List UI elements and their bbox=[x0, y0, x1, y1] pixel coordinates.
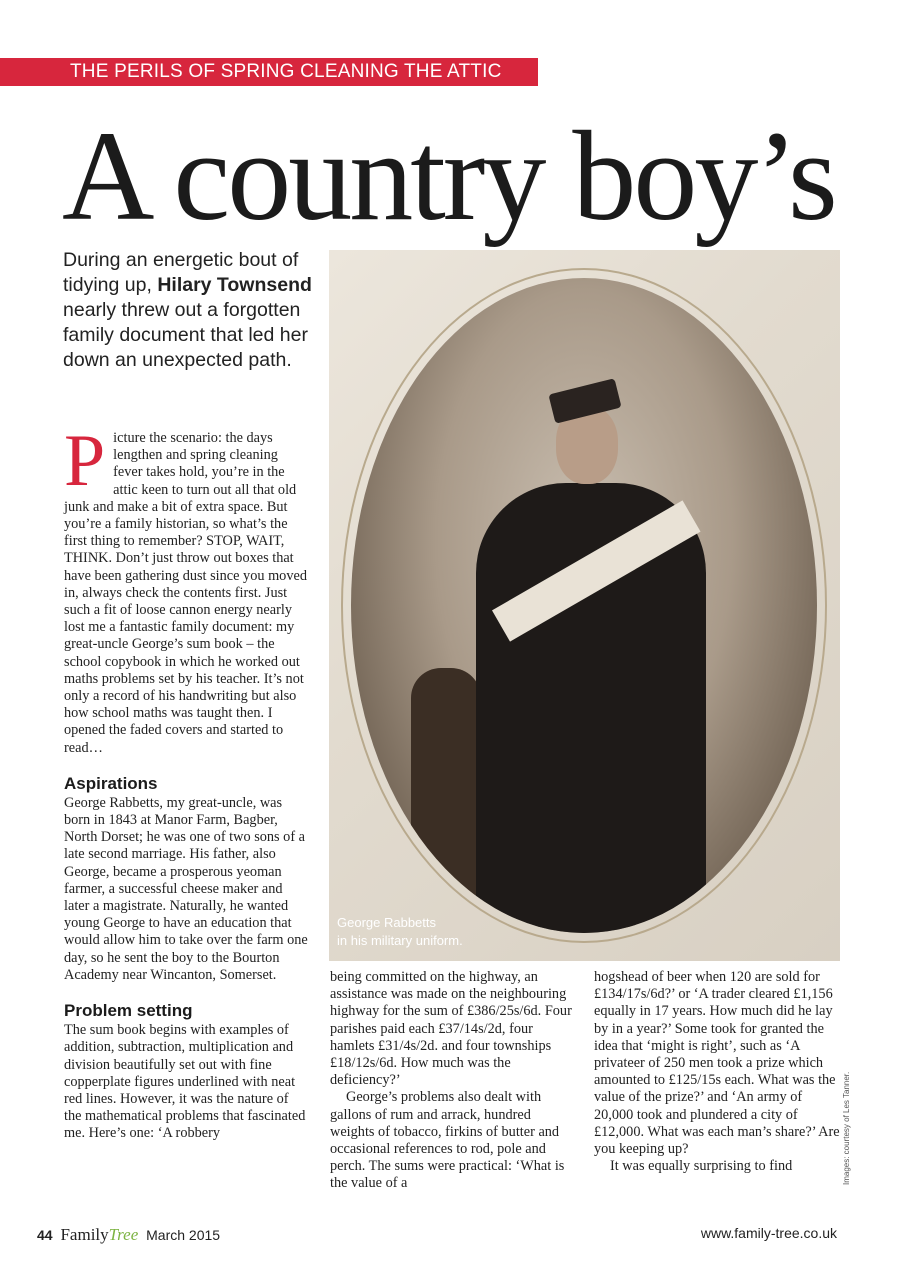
subhead-problem-setting: Problem setting bbox=[64, 1001, 193, 1021]
col2-paragraph-2: George’s problems also dealt with gallons of rum and arrack, hundred weights of tobacco, firkins of butter and occasional references to rod, pole and perch. The sums were practical: ‘What is the value of a bbox=[330, 1089, 565, 1192]
magazine-logo bbox=[60, 1225, 138, 1244]
page-title: A country boy’s bbox=[62, 105, 835, 247]
logo-tree: Tree bbox=[108, 1225, 139, 1244]
website-url: www.family-tree.co.uk bbox=[700, 1225, 837, 1241]
caption-line-1: George Rabbetts bbox=[337, 915, 437, 930]
aspirations-paragraph: George Rabbetts, my great-uncle, was born in 1843 at Manor Farm, Bagber, North Dorset; he was one of two sons of a late second marriage. His father, also George, became a prosperous yeoman farmer, a successful cheese maker and later a magistrate. Naturally, he wanted young George to have an education that would allow him to take over the farm one day, so he sent the boy to the Bourton Academy near Wincanton, Somerset. bbox=[64, 794, 308, 983]
col3-paragraph-2: It was equally surprising to find bbox=[610, 1158, 793, 1175]
logo-family: Family bbox=[60, 1225, 109, 1244]
page-number: 44 bbox=[37, 1227, 53, 1243]
col3-paragraph-1: hogshead of beer when 120 are sold for £134/17s/6d?’ or ‘A trader cleared £1,156 equally in 17 years. How much did he lay by in a year?’ Some took for granted the idea that ‘might is right’, such as ‘A privateer of 250 men took a prize which amounted to £125/15s each. What was the value of the prize?’ and ‘An army of 20,000 took and plundered a city of £12,000. What was each man’s share?’ Are you keeping up? bbox=[594, 969, 840, 1158]
chair-figure bbox=[411, 668, 481, 908]
page-footer bbox=[37, 1225, 837, 1245]
body-column-3 bbox=[594, 969, 844, 1175]
standfirst-after: nearly threw out a forgotten family document that led her down an unexpected path. bbox=[63, 299, 308, 371]
body-column-2 bbox=[330, 969, 575, 1193]
caption-line-2: in his military uniform. bbox=[337, 933, 463, 948]
col2-paragraph-1: being committed on the highway, an assistance was made on the neighbouring highway for the sum of £386/25s/6d. Four parishes paid each £37/14s/2d, four hamlets £31/4s/2d. and four townships £18/12s/6d. How much was the deficiency?’ bbox=[330, 969, 572, 1089]
problem-paragraph: The sum book begins with examples of addition, subtraction, multiplication and division beautifully set out with fine copperplate figures underlined with neat red lines. However, it was the nature of the mathematical problems that fascinated me. Here’s one: ‘A robbery bbox=[64, 1022, 306, 1142]
body-column-1 bbox=[64, 420, 309, 1143]
drop-cap: P bbox=[64, 420, 106, 502]
standfirst-before: During an energetic bout of tidying up, bbox=[63, 249, 299, 296]
photo-caption bbox=[337, 914, 537, 950]
soldier-body bbox=[476, 483, 706, 933]
intro-text: icture the scenario: the days lengthen and spring cleaning fever takes hold, you’re in the attic keen to turn out all that old junk and make a bit of extra space. But you’re a family historian, so what’s the first thing to remember? STOP, WAIT, THINK. Don’t just throw out boxes that have been gathering dust since you moved in, always check the contents first. Just such a fit of loose cannon energy nearly lost me a fantastic family document: my great-uncle George’s sum book – the school copybook in which he worked out maths problems set by his teacher. It’s not only a record of his handwriting but also how school maths was taught then. I opened the faded covers and started to read… bbox=[64, 430, 307, 756]
section-banner: THE PERILS OF SPRING CLEANING THE ATTIC bbox=[0, 58, 538, 86]
issue-date: March 2015 bbox=[146, 1227, 221, 1243]
portrait-photo bbox=[329, 250, 840, 961]
intro-paragraph bbox=[64, 420, 309, 757]
standfirst bbox=[63, 248, 325, 373]
image-credit: Images: courtesy of Les Tanner. bbox=[842, 1071, 851, 1185]
oval-portrait bbox=[351, 278, 817, 933]
subhead-aspirations: Aspirations bbox=[64, 773, 158, 793]
author-name: Hilary Townsend bbox=[157, 274, 312, 296]
